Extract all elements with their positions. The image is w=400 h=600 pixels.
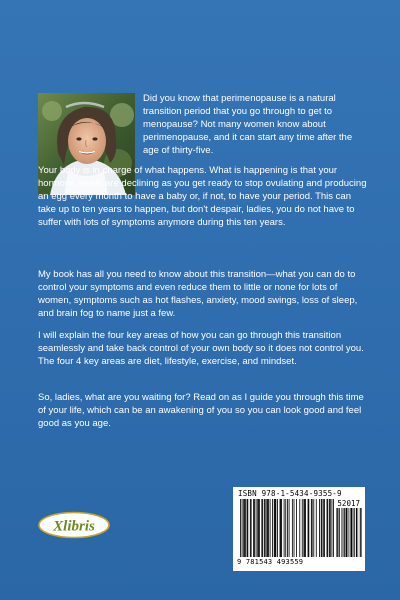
barcode-bar xyxy=(324,499,325,557)
barcode-bar xyxy=(358,508,359,557)
barcode-bar xyxy=(360,508,361,557)
barcode-bar xyxy=(356,508,357,557)
barcode-bar xyxy=(321,499,322,557)
barcode-bar xyxy=(275,499,276,557)
barcode-bar xyxy=(284,499,285,557)
publisher-logo xyxy=(37,511,111,539)
barcode-bar xyxy=(243,499,244,557)
barcode-bar xyxy=(327,499,328,557)
barcode-bar xyxy=(267,499,268,557)
barcode-bar xyxy=(299,499,300,557)
price-code: 52017 xyxy=(337,499,360,508)
barcode-bar xyxy=(285,499,286,557)
barcode-bar xyxy=(280,499,281,557)
barcode-bar xyxy=(308,499,309,557)
barcode-bar xyxy=(251,499,252,557)
barcode-bar xyxy=(261,499,262,557)
barcode-bar xyxy=(265,499,266,557)
barcode-bar xyxy=(257,499,258,557)
barcode-bar xyxy=(353,508,354,557)
barcode-bar xyxy=(240,499,241,557)
barcode-bar xyxy=(361,508,362,557)
barcode-bar xyxy=(275,499,276,557)
barcode-bar xyxy=(280,499,281,557)
barcode-bar xyxy=(247,499,248,557)
body-paragraph-key-areas: I will explain the four key areas of how you can go through this transition seamlessly and take back control of your own body so it does not control you. The four 4 key areas are diet, lifestyle, exercise, and mindset. xyxy=(38,330,364,367)
barcode-bar xyxy=(333,499,334,557)
body-paragraph-book: My book has all you need to know about this transition—what you can do to control your symptoms and even reduce them to little or none for lots of women, symptoms such as hot flashes, anxiety, mood swings, loss of sleep, and brain fog to name just a few. xyxy=(38,269,358,319)
barcode-bar xyxy=(330,499,331,557)
barcode-bar xyxy=(342,508,343,557)
barcode-bar xyxy=(329,499,330,557)
barcode-bar xyxy=(262,499,263,557)
barcode-bar xyxy=(360,508,361,557)
barcode-bar xyxy=(253,499,254,557)
intro-paragraph: Did you know that perimenopause is a natural transition period that you go through to get to menopause? Not many women know about perimenopause, and it can start any time after the age of thirty-five. xyxy=(143,93,353,156)
barcode-bar xyxy=(274,499,275,557)
barcode-bar xyxy=(312,499,313,557)
barcode-bar xyxy=(302,499,303,557)
ean-barcode-bars xyxy=(240,499,334,557)
barcode-bar xyxy=(348,508,349,557)
barcode-bar xyxy=(258,499,259,557)
ean-digits: 9 781543 493559 xyxy=(237,558,304,566)
barcode-bar xyxy=(266,499,267,557)
barcode-bar xyxy=(308,499,309,557)
barcode-bar xyxy=(289,499,290,557)
barcode-bar xyxy=(254,499,255,557)
barcode-bar xyxy=(354,508,355,557)
barcode-bar xyxy=(264,499,265,557)
barcode-bar xyxy=(311,499,312,557)
barcode-bar xyxy=(322,499,323,557)
barcode-bar xyxy=(323,499,324,557)
barcode-bar xyxy=(339,508,340,557)
barcode-bar xyxy=(244,499,245,557)
barcode-bar xyxy=(345,508,346,557)
barcode-bar xyxy=(296,499,297,557)
barcode-bar xyxy=(242,499,243,557)
barcode-bar xyxy=(327,499,328,557)
barcode-bar xyxy=(337,508,338,557)
barcode-bar xyxy=(256,499,257,557)
barcode-bar xyxy=(292,499,293,557)
barcode-bar xyxy=(277,499,278,557)
barcode-bar xyxy=(332,499,333,557)
barcode-bar xyxy=(350,508,351,557)
barcode-bar xyxy=(313,499,314,557)
addon-barcode-bars xyxy=(336,508,362,557)
body-paragraph-hormones: Your body is in charge of what happens. What is happening is that your hormone levels are declining as you get ready to stop ovulating and producing an egg every month to have a baby or, if not, to have your period. This can take up to ten years to happen, but don't despair, ladies, you do not have to suffer with lots of symptoms anymore during this ten years. xyxy=(38,165,367,228)
barcode-bar xyxy=(344,508,345,557)
barcode-bar xyxy=(316,499,317,557)
barcode-bar xyxy=(346,508,347,557)
barcode-bar xyxy=(272,499,273,557)
isbn-barcode xyxy=(233,487,365,571)
barcode-bar xyxy=(259,499,260,557)
barcode-bar xyxy=(351,508,352,557)
barcode-bar xyxy=(339,508,340,557)
barcode-bar xyxy=(250,499,251,557)
barcode-bar xyxy=(343,508,344,557)
barcode-bar xyxy=(344,508,345,557)
barcode-bar xyxy=(349,508,350,557)
barcode-bar xyxy=(356,508,357,557)
barcode-bar xyxy=(245,499,246,557)
barcode-bar xyxy=(319,499,320,557)
barcode-bar xyxy=(347,508,348,557)
barcode-bar xyxy=(336,508,337,557)
barcode-bar xyxy=(281,499,282,557)
barcode-bar xyxy=(294,499,295,557)
publisher-name: Xlibris xyxy=(53,518,95,535)
barcode-bar xyxy=(287,499,288,557)
barcode-bar xyxy=(338,508,339,557)
barcode-bar xyxy=(303,499,304,557)
barcode-bar xyxy=(270,499,271,557)
barcode-bar xyxy=(351,508,352,557)
barcode-bar xyxy=(247,499,248,557)
closing-paragraph: So, ladies, what are you waiting for? Read on as I guide you through this time of your life, which can be an awakening of you so you can look good and feel good as you age. xyxy=(38,392,364,429)
barcode-bar xyxy=(354,508,355,557)
isbn-label: ISBN 978-1-5434-9355-9 xyxy=(238,489,342,498)
barcode-bar xyxy=(268,499,269,557)
barcode-bar xyxy=(305,499,306,557)
barcode-bar xyxy=(304,499,305,557)
